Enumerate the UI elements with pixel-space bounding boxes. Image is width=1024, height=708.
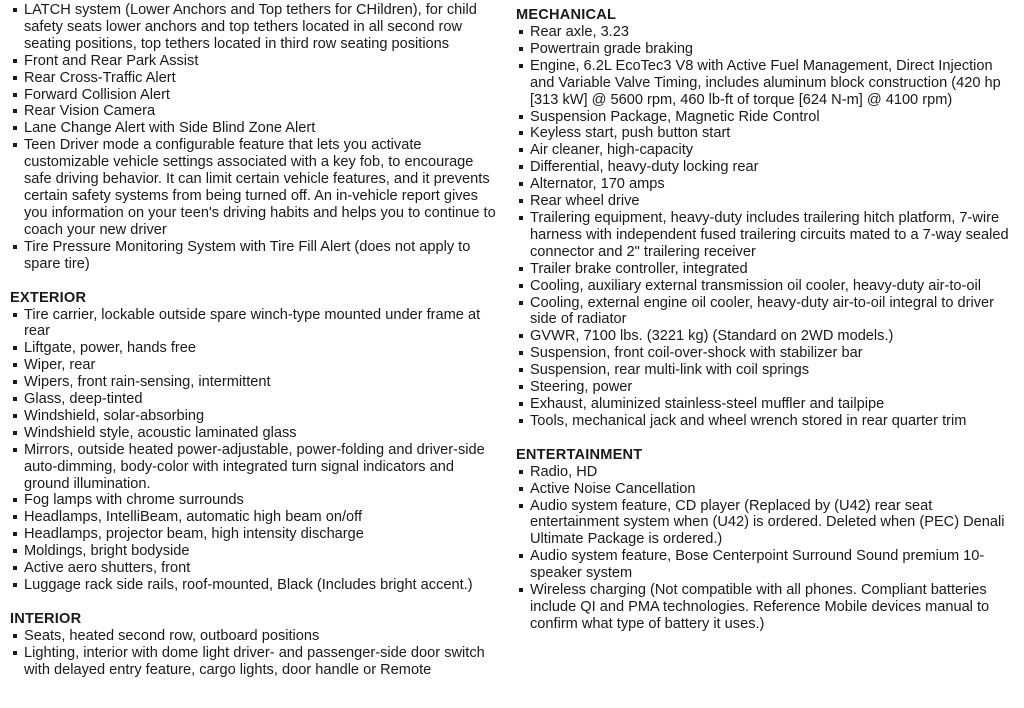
list-item: Alternator, 170 amps xyxy=(516,176,1011,193)
list-item: Wireless charging (Not compatible with all phones. Compliant batteries include QI and PMA technologies. Reference Mobile devices manual to confirm what type of battery it uses.) xyxy=(516,582,1011,633)
list-item: Tools, mechanical jack and wheel wrench stored in rear quarter trim xyxy=(516,413,1011,430)
list-item: Cooling, auxiliary external transmission oil cooler, heavy-duty air-to-oil xyxy=(516,278,1011,295)
list-item: Front and Rear Park Assist xyxy=(10,53,502,70)
mechanical-list xyxy=(516,24,1011,430)
mechanical-section xyxy=(516,7,1011,430)
list-item: GVWR, 7100 lbs. (3221 kg) (Standard on 2WD models.) xyxy=(516,328,1011,345)
list-item: Moldings, bright bodyside xyxy=(10,543,502,560)
list-item: Headlamps, IntelliBeam, automatic high beam on/off xyxy=(10,509,502,526)
list-item: Wipers, front rain-sensing, intermittent xyxy=(10,374,502,391)
list-item: Differential, heavy-duty locking rear xyxy=(516,159,1011,176)
safety-section xyxy=(10,2,502,273)
exterior-heading: EXTERIOR xyxy=(10,289,87,306)
exterior-section xyxy=(10,290,502,594)
list-item: Wiper, rear xyxy=(10,357,502,374)
interior-list xyxy=(10,628,502,679)
list-item: Audio system feature, CD player (Replaced by (U42) rear seat entertainment system when (U42) is ordered. Deleted when (PEC) Denali Ultimate Package is ordered.) xyxy=(516,498,1011,549)
list-item: Powertrain grade braking xyxy=(516,41,1011,58)
right-column xyxy=(516,7,1011,650)
list-item: Tire Pressure Monitoring System with Tire Fill Alert (does not apply to spare tire) xyxy=(10,239,502,273)
list-item: Windshield, solar-absorbing xyxy=(10,408,502,425)
list-item: Headlamps, projector beam, high intensity discharge xyxy=(10,526,502,543)
list-item: Suspension Package, Magnetic Ride Control xyxy=(516,109,1011,126)
list-item: Suspension, front coil-over-shock with stabilizer bar xyxy=(516,345,1011,362)
list-item: Suspension, rear multi-link with coil springs xyxy=(516,362,1011,379)
entertainment-section xyxy=(516,447,1011,633)
list-item: Radio, HD xyxy=(516,464,1011,481)
list-item: Forward Collision Alert xyxy=(10,87,502,104)
list-item: Liftgate, power, hands free xyxy=(10,340,502,357)
list-item: Windshield style, acoustic laminated glass xyxy=(10,425,502,442)
list-item: Engine, 6.2L EcoTec3 V8 with Active Fuel Management, Direct Injection and Variable Valve Timing, includes aluminum block construction (420 hp [313 kW] @ 5600 rpm, 460 lb-ft of torque [624 N-m] @ 4100 rpm) xyxy=(516,58,1011,109)
list-item: Keyless start, push button start xyxy=(516,125,1011,142)
list-item: LATCH system (Lower Anchors and Top tethers for CHildren), for child safety seats lower anchors and top tethers located in all second row seating positions, top tethers located in third row seating positions xyxy=(10,2,502,53)
list-item: Cooling, external engine oil cooler, heavy-duty air-to-oil integral to driver side of radiator xyxy=(516,295,1011,329)
entertainment-heading: ENTERTAINMENT xyxy=(516,446,643,463)
list-item: Fog lamps with chrome surrounds xyxy=(10,492,502,509)
list-item: Trailer brake controller, integrated xyxy=(516,261,1011,278)
interior-section xyxy=(10,611,502,679)
list-item: Glass, deep-tinted xyxy=(10,391,502,408)
list-item: Trailering equipment, heavy-duty includes trailering hitch platform, 7-wire harness with independent fused trailering circuits mated to a 7-way sealed connector and 2" trailering receiver xyxy=(516,210,1011,261)
list-item: Rear wheel drive xyxy=(516,193,1011,210)
list-item: Steering, power xyxy=(516,379,1011,396)
list-item: Air cleaner, high-capacity xyxy=(516,142,1011,159)
list-item: Rear Cross-Traffic Alert xyxy=(10,70,502,87)
list-item: Seats, heated second row, outboard positions xyxy=(10,628,502,645)
safety-list xyxy=(10,2,502,273)
list-item: Luggage rack side rails, roof-mounted, Black (Includes bright accent.) xyxy=(10,577,502,594)
list-item: Tire carrier, lockable outside spare winch-type mounted under frame at rear xyxy=(10,307,502,341)
list-item: Audio system feature, Bose Centerpoint Surround Sound premium 10-speaker system xyxy=(516,548,1011,582)
list-item: Lane Change Alert with Side Blind Zone Alert xyxy=(10,120,502,137)
exterior-list xyxy=(10,307,502,594)
list-item: Rear axle, 3.23 xyxy=(516,24,1011,41)
interior-heading: INTERIOR xyxy=(10,610,82,627)
list-item: Exhaust, aluminized stainless-steel muffler and tailpipe xyxy=(516,396,1011,413)
entertainment-list xyxy=(516,464,1011,633)
list-item: Active aero shutters, front xyxy=(10,560,502,577)
list-item: Rear Vision Camera xyxy=(10,103,502,120)
list-item: Lighting, interior with dome light driver- and passenger-side door switch with delayed entry feature, cargo lights, door handle or Remote xyxy=(10,645,502,679)
list-item: Active Noise Cancellation xyxy=(516,481,1011,498)
left-column xyxy=(10,0,502,696)
list-item: Teen Driver mode a configurable feature that lets you activate customizable vehicle settings associated with a key fob, to encourage safe driving behavior. It can limit certain vehicle features, and it prevents certain safety systems from being turned off. An in-vehicle report gives you information on your teen's driving habits and helps you to continue to coach your new driver xyxy=(10,137,502,238)
mechanical-heading: MECHANICAL xyxy=(516,7,617,23)
list-item: Mirrors, outside heated power-adjustable, power-folding and driver-side auto-dimming, body-color with integrated turn signal indicators and ground illumination. xyxy=(10,442,502,493)
